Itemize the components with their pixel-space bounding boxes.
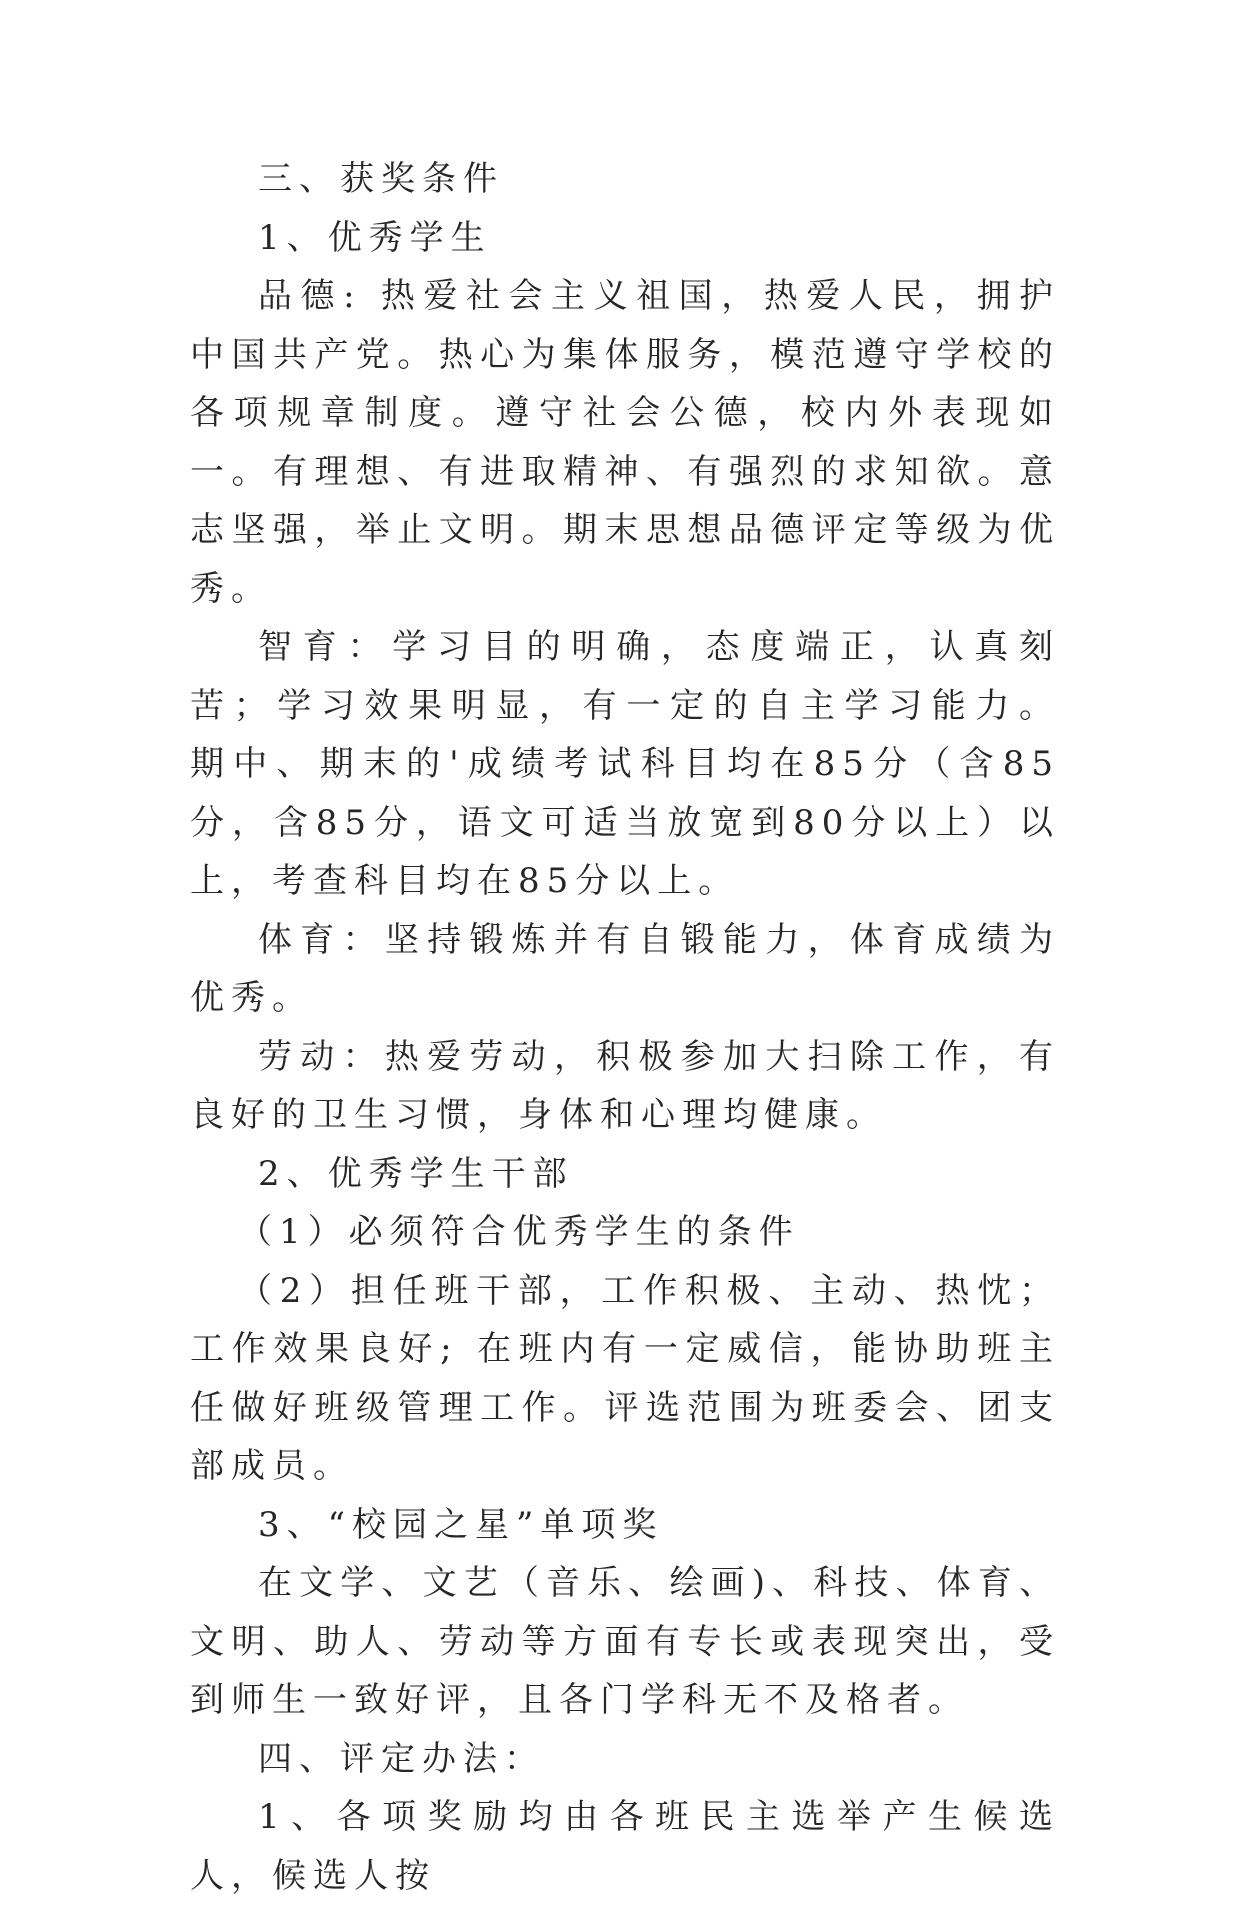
- paragraph-intellect: 智育：学习目的明确，态度端正，认真刻苦；学习效果明显，有一定的自主学习能力。 期中、期末的'成绩考试科目均在85分（含85分，含85分，语文可适当放宽到80分以上）以上，考查科目均在85分以上。: [190, 627, 1060, 901]
- subheading-campus-star: 3、“校园之星”单项奖: [258, 1504, 664, 1545]
- paragraph-cadre-condition-1: （1）必须符合优秀学生的条件: [238, 1212, 800, 1252]
- paragraph-cadre-condition-2: （2）担任班干部，工作积极、主动、热忱；工作效果良好; 在班内有一定威信，能协助班主任做好班级管理工作。评选范围为班委会、团支部成员。: [190, 1270, 1060, 1486]
- paragraph-moral: 品德: 热爱社会主义祖国，热爱人民，拥护中国共产党。热心为集体服务，模范遵守学校的各项规章制度。遵守社会公德，校内外表现如一。有理想、有进取精神、有强烈的求知欲。意志坚强，举止文明。期末思想品德评定等级为优秀。: [190, 276, 1060, 609]
- paragraph-campus-star: 在文学、文艺（音乐、绘画)、科技、体育、文明、助人、劳动等方面有专长或表现突出，受到师生一致好评，且各门学科无不及格者。: [190, 1563, 1060, 1720]
- section-heading-evaluation-method: 四、评定办法：: [258, 1738, 545, 1779]
- section-heading-award-conditions: 三、获奖条件: [258, 159, 504, 199]
- paragraph-method-1: 1、各项奖励均由各班民主选举产生候选人，候选人按: [190, 1797, 1060, 1896]
- paragraph-labor: 劳动：热爱劳动，积极参加大扫除工作，有良好的卫生习惯，身体和心理均健康。: [190, 1036, 1060, 1135]
- document-body: [190, 150, 1060, 1905]
- subheading-excellent-student: 1、优秀学生: [258, 217, 492, 258]
- subheading-excellent-cadre: 2、优秀学生干部: [258, 1153, 574, 1194]
- paragraph-sports: 体育：坚持锻炼并有自锻能力，体育成绩为优秀。: [190, 919, 1060, 1018]
